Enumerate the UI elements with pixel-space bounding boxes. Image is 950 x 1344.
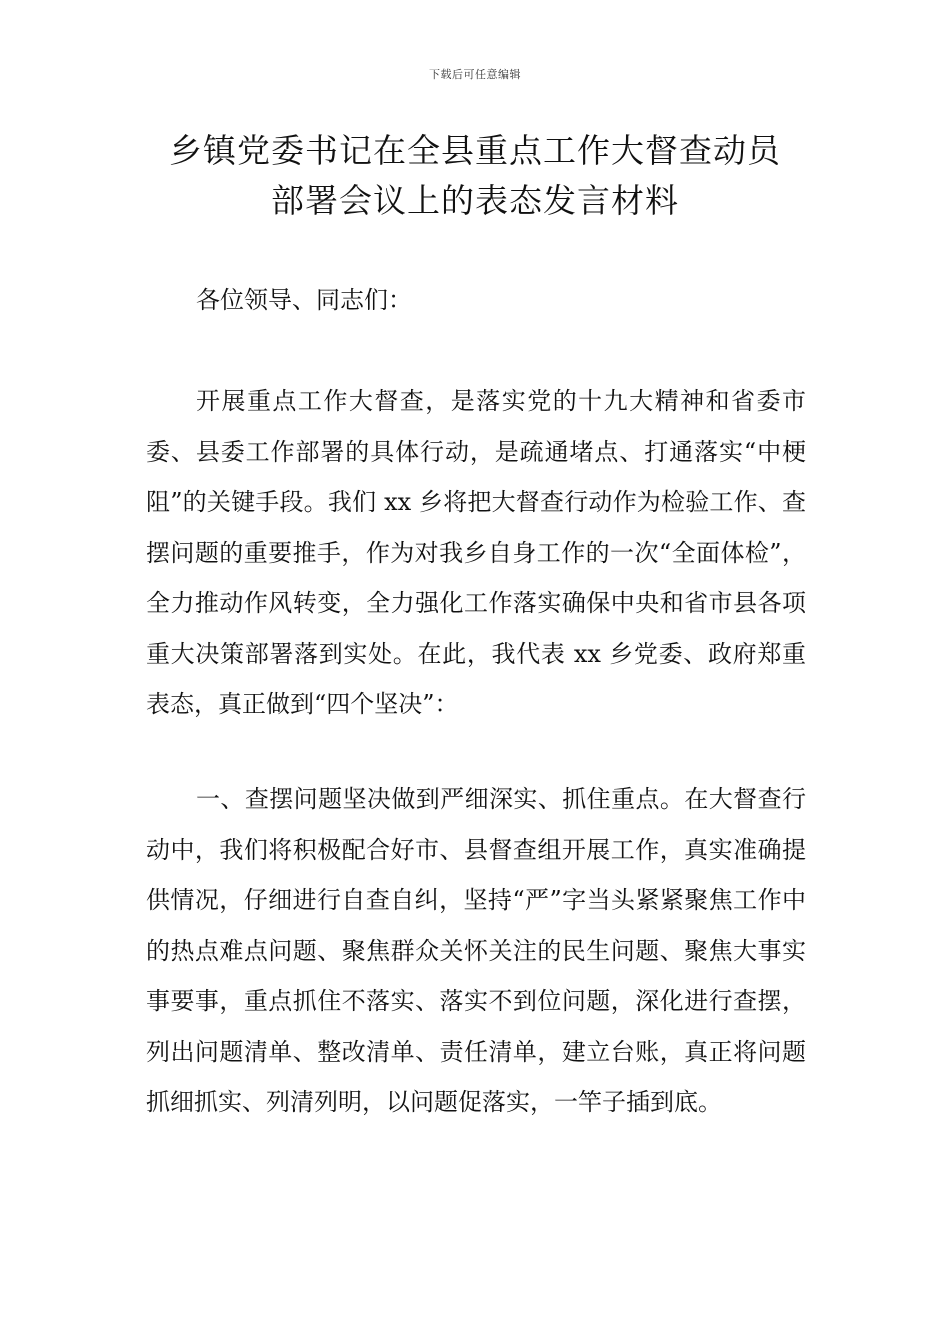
document-title xyxy=(120,126,830,226)
title-line-2: 部署会议上的表态发言材料 xyxy=(271,181,679,220)
header-note: 下载后可任意编辑 xyxy=(429,68,521,81)
paragraph-intro: 开展重点工作大督查，是落实党的十九大精神和省委市委、县委工作部署的具体行动，是疏通堵点、打通落实“中梗阻”的关键手段。我们 xx 乡将把大督查行动作为检验工作、查摆问题的重要推手，作为对我乡自身工作的一次“全面体检”，全力推动作风转变，全力强化工作落实确保中央和省市县各项重大决策部署落到实处。在此，我代表 xx 乡党委、政府郑重表态，真正做到“四个坚决”： xyxy=(146,387,806,718)
title-line-1: 乡镇党委书记在全县重点工作大督查动员 xyxy=(169,131,781,170)
paragraph-point-one: 一、查摆问题坚决做到严细深实、抓住重点。在大督查行动中，我们将积极配合好市、县督查组开展工作，真实准确提供情况，仔细进行自查自纠，坚持“严”字当头紧紧聚焦工作中的热点难点问题、聚焦群众关怀关注的民生问题、聚焦大事实事要事，重点抓住不落实、落实不到位问题，深化进行查摆，列出问题清单、整改清单、责任清单，建立台账，真正将问题抓细抓实、列清列明，以问题促落实，一竿子插到底。 xyxy=(146,785,806,1116)
salutation: 各位领导、同志们： xyxy=(196,286,412,314)
